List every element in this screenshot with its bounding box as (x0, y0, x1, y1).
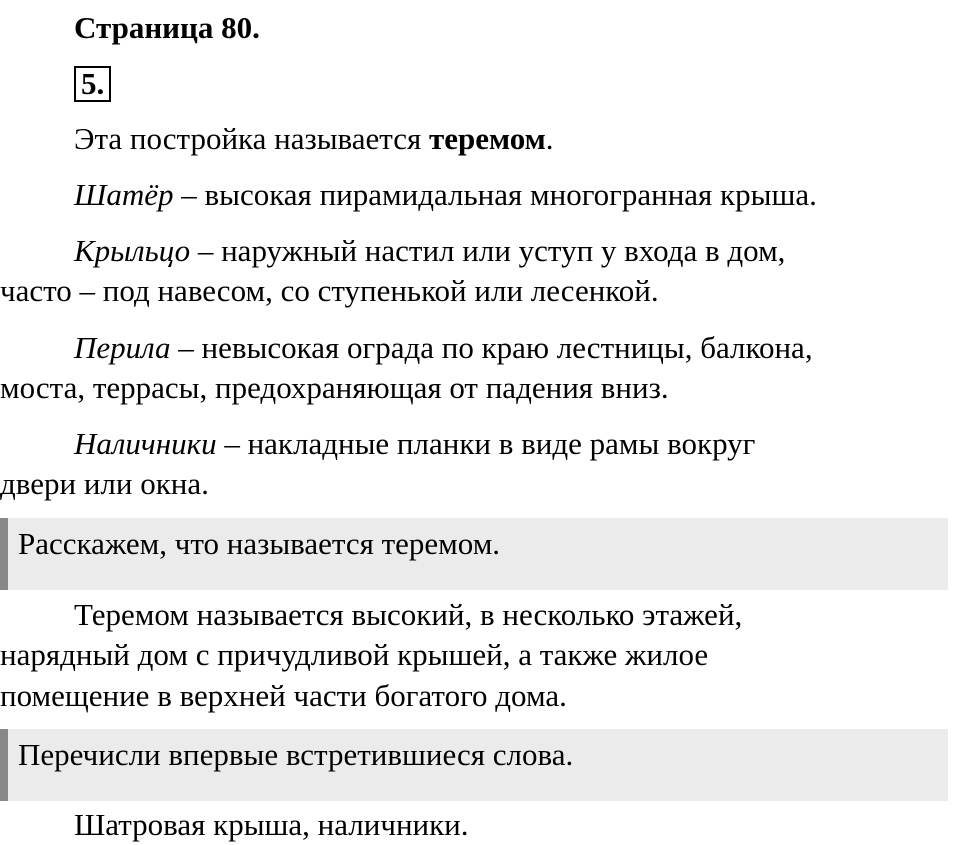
intro-end: . (545, 121, 554, 156)
answer-2 (0, 805, 958, 845)
definition-perila (0, 328, 958, 409)
definition-line: часто – под навесом, со ступенькой или лесенкой. (0, 273, 659, 309)
answer-line: Теремом называется высокий, в несколько этажей, (74, 597, 743, 632)
intro-text: Эта постройка называется (74, 121, 430, 156)
task-number (74, 66, 111, 102)
definition-line (0, 424, 958, 464)
answer-1 (0, 595, 958, 716)
intro-paragraph (0, 119, 958, 159)
question-prompt-2: Перечисли впервые встретившиеся слова. (0, 729, 948, 801)
question-prompt-1: Расскажем, что называется теремом. (0, 518, 948, 590)
answer-line: помещение в верхней части богатого дома. (0, 677, 567, 713)
task-number-box (74, 66, 111, 102)
definition-term: Перила (74, 330, 171, 365)
definition-shater (0, 175, 958, 215)
definition-line: моста, террасы, предохраняющая от падения вниз. (0, 370, 669, 406)
definition-nalichniki (0, 424, 958, 505)
definition-line (0, 175, 958, 215)
task-number-value: 5 (81, 66, 97, 101)
task-number-suffix: . (96, 66, 105, 101)
answer-line: нарядный дом с причудливой крышей, а также жилое (0, 637, 709, 673)
answer-line: Шатровая крыша, наличники. (74, 807, 469, 842)
definition-line (0, 328, 958, 368)
definition-term: Шатёр (74, 177, 174, 212)
intro-keyword: теремом (429, 121, 546, 156)
definition-term: Наличники (74, 426, 217, 461)
definition-text: – высокая пирамидальная многогранная крыша. (173, 177, 817, 212)
definition-krylco (0, 231, 958, 312)
definition-text: – накладные планки в виде рамы вокруг (216, 426, 756, 461)
intro-line (0, 119, 958, 159)
definition-line (0, 231, 958, 271)
definition-term: Крыльцо (74, 233, 191, 268)
definition-text: – наружный настил или уступ у входа в дом, (190, 233, 786, 268)
definition-line: двери или окна. (0, 466, 209, 502)
page-title: Страница 80. (74, 10, 260, 45)
definition-text: – невысокая ограда по краю лестницы, балкона, (170, 330, 813, 365)
